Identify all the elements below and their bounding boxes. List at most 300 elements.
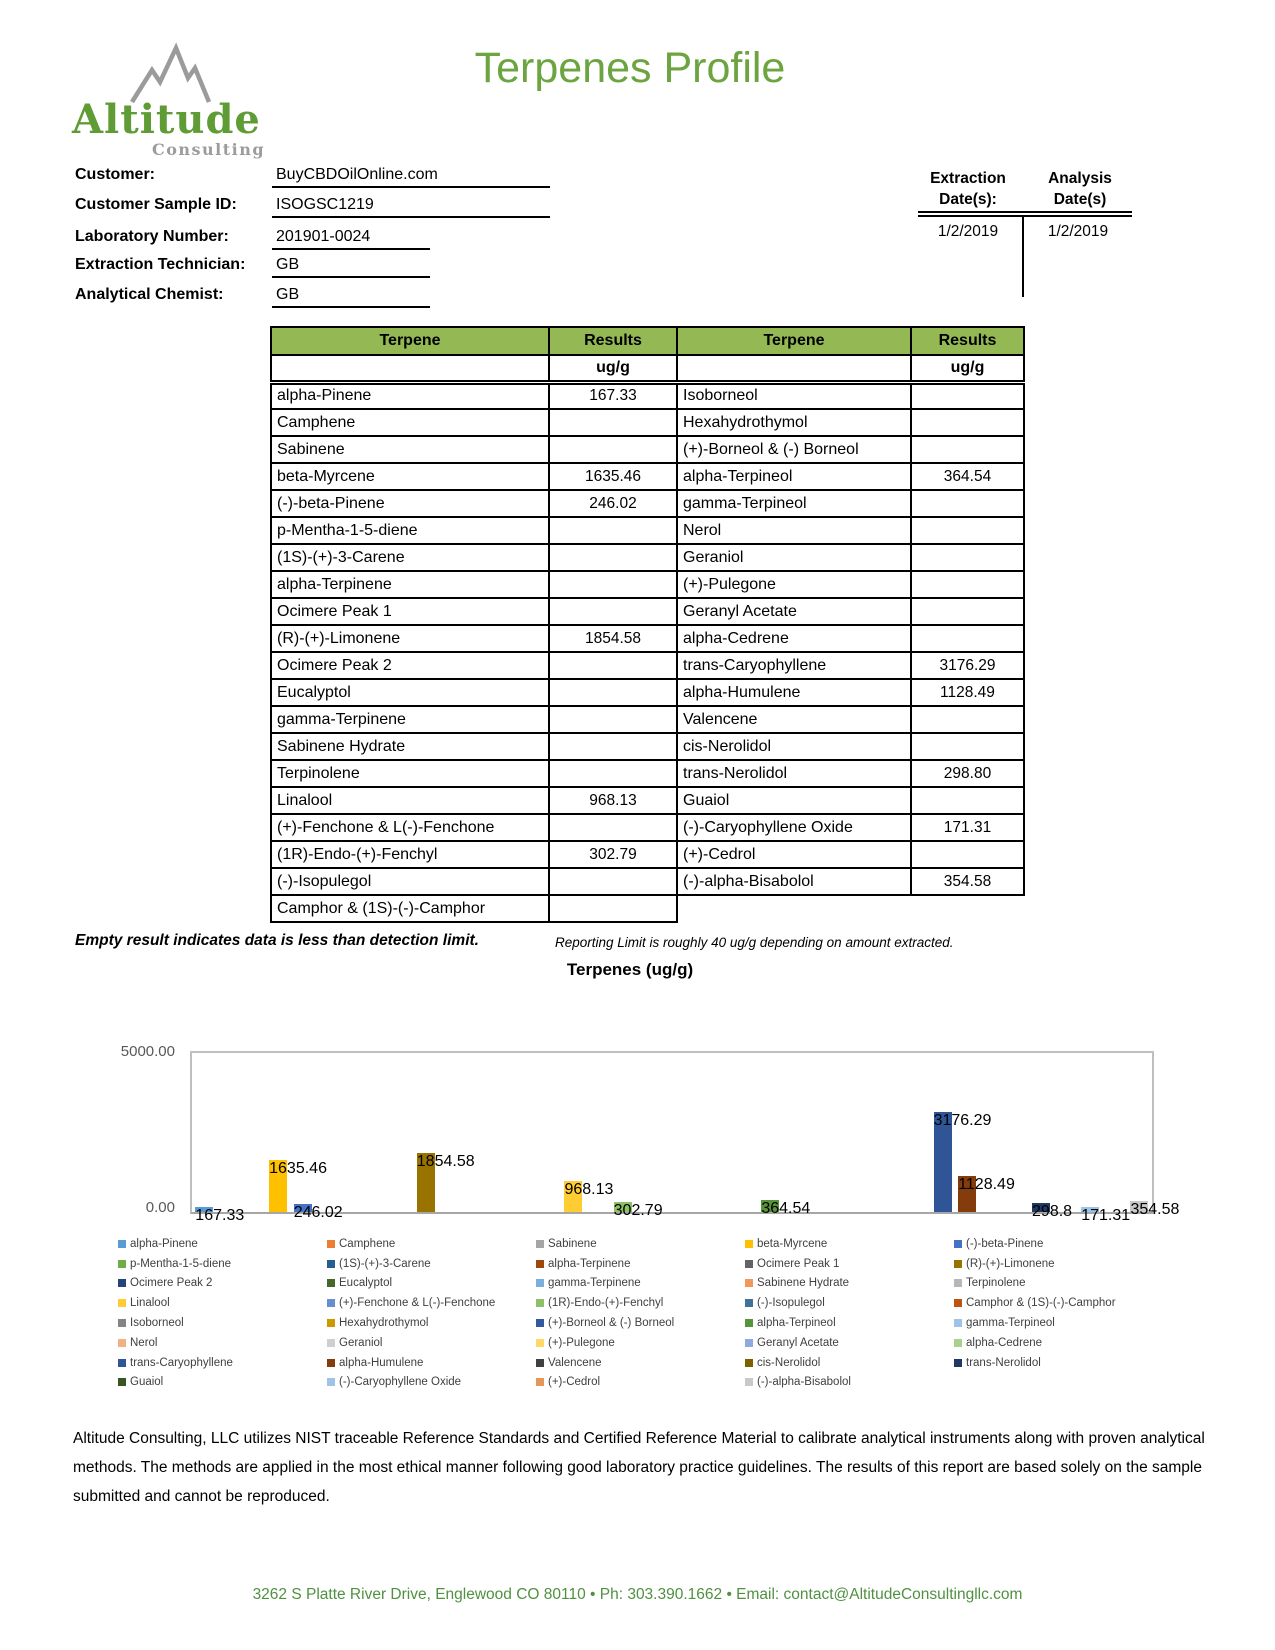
legend-item	[745, 1254, 954, 1274]
bar-slot	[856, 1053, 881, 1212]
result-value-cell	[911, 409, 1024, 436]
bar-slot	[192, 1053, 245, 1224]
bar-slot	[832, 1053, 857, 1212]
legend-item	[118, 1293, 327, 1313]
terpene-name-cell: Camphene	[271, 409, 549, 436]
legend-label: gamma-Terpinene	[548, 1277, 641, 1290]
legend-item	[327, 1254, 536, 1274]
bar-slot	[266, 1053, 327, 1212]
terpene-name-cell: Guaiol	[677, 787, 911, 814]
result-value-cell	[549, 571, 677, 598]
legend-item	[536, 1333, 745, 1353]
legend-swatch-icon	[536, 1240, 544, 1248]
table-row	[271, 598, 1024, 625]
result-value-cell: 3176.29	[911, 652, 1024, 679]
legend-label: Terpinolene	[966, 1277, 1026, 1290]
bar-slot	[733, 1053, 758, 1212]
legend-item	[745, 1313, 954, 1333]
legend-swatch-icon	[536, 1378, 544, 1386]
terpene-name-cell: (-)-beta-Pinene	[271, 490, 549, 517]
result-value-cell	[911, 706, 1024, 733]
legend-label: gamma-Terpineol	[966, 1317, 1055, 1330]
legend-item	[327, 1293, 536, 1313]
legend-swatch-icon	[745, 1299, 753, 1307]
units-blank-1	[271, 355, 549, 382]
legend-label: (-)-beta-Pinene	[966, 1237, 1044, 1250]
table-row	[271, 517, 1024, 544]
legend-item	[118, 1353, 327, 1373]
legend-swatch-icon	[954, 1240, 962, 1248]
legend-item	[954, 1234, 1163, 1254]
bar-slot	[512, 1053, 537, 1212]
terpene-name-cell: Nerol	[677, 517, 911, 544]
terpene-name-cell: Terpinolene	[271, 760, 549, 787]
terpene-name-cell: (+)-Pulegone	[677, 571, 911, 598]
analysis-date-header-line2: Date(s)	[1053, 191, 1107, 208]
result-value-cell	[549, 760, 677, 787]
terpene-name-cell: gamma-Terpineol	[677, 490, 911, 517]
legend-swatch-icon	[536, 1359, 544, 1367]
mountain-logo-icon	[128, 42, 220, 104]
bar-slot	[758, 1053, 811, 1217]
result-value-cell	[549, 517, 677, 544]
legend-swatch-icon	[118, 1378, 126, 1386]
legend-item	[536, 1274, 745, 1294]
legend-swatch-icon	[118, 1299, 126, 1307]
terpene-name-cell: alpha-Cedrene	[677, 625, 911, 652]
terpene-name-cell: cis-Nerolidol	[677, 733, 911, 760]
legend-label: Sabinene Hydrate	[757, 1277, 850, 1290]
result-value-cell	[549, 679, 677, 706]
units-cell-2: ug/g	[911, 355, 1024, 382]
info-row-extraction-tech	[75, 256, 300, 280]
legend-swatch-icon	[327, 1299, 335, 1307]
legend-swatch-icon	[118, 1359, 126, 1367]
extraction-tech-value: GB	[272, 256, 430, 278]
bar: 302.79	[613, 1202, 663, 1219]
customer-label: Customer:	[75, 166, 156, 183]
legend-swatch-icon	[954, 1359, 962, 1367]
bar-slot	[217, 1053, 242, 1212]
legend-item	[327, 1313, 536, 1333]
bar-slot	[1127, 1053, 1180, 1218]
result-value-cell	[911, 625, 1024, 652]
legend-label: (+)-Pulegone	[548, 1336, 615, 1349]
legend-swatch-icon	[536, 1339, 544, 1347]
terpene-name-cell: (+)-Cedrol	[677, 841, 911, 868]
bar-slot	[709, 1053, 734, 1212]
col-header-results-2: Results	[911, 327, 1024, 355]
terpene-name-cell: gamma-Terpinene	[271, 706, 549, 733]
terpene-name-cell: p-Mentha-1-5-diene	[271, 517, 549, 544]
terpene-name-cell: Eucalyptol	[271, 679, 549, 706]
bar-slot	[561, 1053, 614, 1212]
terpene-name-cell: Sabinene Hydrate	[271, 733, 549, 760]
legend-swatch-icon	[745, 1339, 753, 1347]
analysis-date-header	[1025, 168, 1135, 210]
bar-slot	[881, 1053, 906, 1212]
bar: 298.8	[1032, 1203, 1073, 1220]
bar: 1854.58	[417, 1153, 435, 1212]
legend-swatch-icon	[118, 1339, 126, 1347]
extraction-date-header-line1: Extraction	[930, 170, 1006, 187]
terpene-name-cell: Sabinene	[271, 436, 549, 463]
legend-label: alpha-Cedrene	[966, 1336, 1043, 1349]
result-value-cell	[911, 490, 1024, 517]
legend-label: Eucalyptol	[339, 1277, 393, 1290]
legend-item	[536, 1293, 745, 1313]
legend-label: (-)-Isopulegol	[757, 1297, 825, 1310]
legend-swatch-icon	[327, 1260, 335, 1268]
extraction-date-value: 1/2/2019	[937, 223, 999, 240]
result-value-cell	[911, 382, 1024, 409]
table-row	[271, 868, 1024, 895]
extraction-date-header	[913, 168, 1023, 210]
bar-slot	[906, 1053, 931, 1212]
lab-number-label: Laboratory Number:	[75, 228, 229, 245]
bar-slot	[438, 1053, 463, 1212]
legend-item	[118, 1254, 327, 1274]
legend-item	[954, 1293, 1163, 1313]
terpene-name-cell: Linalool	[271, 787, 549, 814]
legend-item	[327, 1353, 536, 1373]
legend-swatch-icon	[745, 1359, 753, 1367]
legend-label: alpha-Terpinene	[548, 1257, 631, 1270]
table-row	[271, 706, 1024, 733]
legend-item	[745, 1293, 954, 1313]
legend-swatch-icon	[118, 1240, 126, 1248]
legend-label: Camphor & (1S)-(-)-Camphor	[966, 1297, 1116, 1310]
dates-double-rule	[918, 211, 1132, 217]
table-row	[271, 787, 1024, 814]
bar: 246.02	[293, 1204, 343, 1221]
col-header-terpene-2: Terpene	[677, 327, 911, 355]
legend-item	[536, 1254, 745, 1274]
lab-number-value: 201901-0024	[272, 228, 430, 250]
legend-item	[745, 1333, 954, 1353]
analysis-date-header-line1: Analysis	[1048, 170, 1112, 187]
bar-slot	[635, 1053, 660, 1212]
legend-item	[327, 1274, 536, 1294]
legend-label: Nerol	[130, 1336, 158, 1349]
legend-item	[954, 1313, 1163, 1333]
bar-slot	[537, 1053, 562, 1212]
bar-slot	[315, 1053, 340, 1212]
terpene-name-cell: Valencene	[677, 706, 911, 733]
terpene-name-cell: (-)-Isopulegol	[271, 868, 549, 895]
legend-swatch-icon	[118, 1260, 126, 1268]
terpene-name-cell: Hexahydrothymol	[677, 409, 911, 436]
legend-label: alpha-Humulene	[339, 1356, 424, 1369]
bar: 167.33	[195, 1207, 245, 1224]
legend-item	[327, 1234, 536, 1254]
table-row	[271, 436, 1024, 463]
result-value-cell: 354.58	[911, 868, 1024, 895]
bar-slot	[340, 1053, 365, 1212]
analytical-chemist-value: GB	[272, 286, 430, 308]
legend-swatch-icon	[954, 1299, 962, 1307]
result-value-cell	[549, 814, 677, 841]
table-row	[271, 382, 1024, 409]
table-row	[271, 463, 1024, 490]
bar-slot	[1103, 1053, 1128, 1212]
result-value-cell	[549, 895, 677, 922]
terpene-name-cell: trans-Nerolidol	[677, 760, 911, 787]
table-row	[271, 544, 1024, 571]
result-value-cell	[911, 517, 1024, 544]
legend-item	[118, 1333, 327, 1353]
result-value-cell	[549, 598, 677, 625]
legend-label: Ocimere Peak 1	[757, 1257, 840, 1270]
result-value-cell	[911, 787, 1024, 814]
legend-item	[954, 1333, 1163, 1353]
legend-item	[745, 1274, 954, 1294]
bar-slot	[413, 1053, 475, 1212]
result-value-cell	[549, 733, 677, 760]
legend-item	[745, 1373, 954, 1393]
table-row	[271, 679, 1024, 706]
table-row	[271, 409, 1024, 436]
legend-item	[118, 1274, 327, 1294]
legend-swatch-icon	[745, 1240, 753, 1248]
legend-label: (1R)-Endo-(+)-Fenchyl	[548, 1297, 664, 1310]
legend-item	[118, 1373, 327, 1393]
legend-label: beta-Myrcene	[757, 1237, 828, 1250]
bar-chart-plot-area	[190, 1051, 1180, 1224]
terpene-name-cell: Camphor & (1S)-(-)-Camphor	[271, 895, 549, 922]
legend-label: (R)-(+)-Limonene	[966, 1257, 1055, 1270]
result-value-cell: 1635.46	[549, 463, 677, 490]
legend-label: (1S)-(+)-3-Carene	[339, 1257, 431, 1270]
legend-label: alpha-Terpineol	[757, 1317, 836, 1330]
bar-slot	[1053, 1053, 1078, 1212]
terpene-name-cell: trans-Caryophyllene	[677, 652, 911, 679]
bar: 1635.46	[269, 1160, 287, 1212]
legend-swatch-icon	[327, 1378, 335, 1386]
bar: 1128.49	[958, 1176, 976, 1212]
terpene-name-cell: (+)-Fenchone & L(-)-Fenchone	[271, 814, 549, 841]
chart-title: Terpenes (ug/g)	[566, 960, 694, 979]
result-value-cell	[911, 598, 1024, 625]
bar-slot	[241, 1053, 266, 1212]
legend-swatch-icon	[536, 1260, 544, 1268]
legend-label: trans-Caryophyllene	[130, 1356, 233, 1369]
bar-slot	[389, 1053, 414, 1212]
legend-swatch-icon	[327, 1240, 335, 1248]
legend-item	[954, 1353, 1163, 1373]
analytical-chemist-label: Analytical Chemist:	[75, 286, 224, 303]
result-value-cell: 1854.58	[549, 625, 677, 652]
units-cell-1: ug/g	[549, 355, 677, 382]
legend-label: Geranyl Acetate	[757, 1336, 839, 1349]
legend-swatch-icon	[536, 1299, 544, 1307]
terpene-results-table	[270, 326, 1025, 923]
legend-label: trans-Nerolidol	[966, 1356, 1041, 1369]
bar-slot	[1004, 1053, 1029, 1212]
legend-label: Valencene	[548, 1356, 602, 1369]
terpene-name-cell: Ocimere Peak 1	[271, 598, 549, 625]
legend-swatch-icon	[954, 1279, 962, 1287]
legend-swatch-icon	[118, 1279, 126, 1287]
terpene-name-cell: (+)-Borneol & (-) Borneol	[677, 436, 911, 463]
empty-region	[677, 895, 911, 922]
dates-divider-line	[1022, 217, 1024, 297]
info-row-lab-number	[75, 228, 371, 252]
terpene-name-cell: alpha-Terpineol	[677, 463, 911, 490]
result-value-cell: 167.33	[549, 382, 677, 409]
terpene-name-cell: alpha-Pinene	[271, 382, 549, 409]
legend-item	[745, 1353, 954, 1373]
bar: 364.54	[761, 1200, 811, 1217]
disclaimer-paragraph: Altitude Consulting, LLC utilizes NIST traceable Reference Standards and Certified Reference Material to calibrate analytical instruments along with proven analytical methods. The methods are applied in the most ethical manner following good laboratory practice guidelines. The results of this report are based solely on the sample submitted and cannot be reproduced.	[73, 1430, 1205, 1505]
bar: 354.58	[1130, 1201, 1180, 1218]
table-units-row	[271, 355, 1024, 382]
result-value-cell: 171.31	[911, 814, 1024, 841]
table-row	[271, 490, 1024, 517]
col-header-results-1: Results	[549, 327, 677, 355]
legend-swatch-icon	[745, 1260, 753, 1268]
bar: 968.13	[564, 1181, 582, 1212]
result-value-cell	[549, 436, 677, 463]
legend-label: alpha-Pinene	[130, 1237, 198, 1250]
logo-wordmark: Altitude	[72, 96, 261, 143]
legend-swatch-icon	[536, 1279, 544, 1287]
result-value-cell: 968.13	[549, 787, 677, 814]
terpene-name-cell: (-)-alpha-Bisabolol	[677, 868, 911, 895]
bar-slot	[684, 1053, 709, 1212]
terpene-name-cell: (1R)-Endo-(+)-Fenchyl	[271, 841, 549, 868]
terpene-name-cell: beta-Myrcene	[271, 463, 549, 490]
table-row	[271, 841, 1024, 868]
legend-swatch-icon	[118, 1319, 126, 1327]
chart-legend	[118, 1234, 1163, 1392]
legend-item	[327, 1373, 536, 1393]
table-row	[271, 571, 1024, 598]
y-axis-tick-min: 0.00	[145, 1199, 175, 1216]
table-row	[271, 733, 1024, 760]
legend-label: Hexahydrothymol	[339, 1317, 429, 1330]
legend-item	[118, 1234, 327, 1254]
legend-label: cis-Nerolidol	[757, 1356, 821, 1369]
reporting-limit-note: Reporting Limit is roughly 40 ug/g depending on amount extracted.	[555, 935, 954, 950]
y-axis-tick-max: 5000.00	[120, 1043, 175, 1060]
legend-item	[118, 1313, 327, 1333]
result-value-cell	[911, 733, 1024, 760]
legend-label: Linalool	[130, 1297, 170, 1310]
table-row	[271, 652, 1024, 679]
terpene-name-cell: alpha-Humulene	[677, 679, 911, 706]
table-row	[271, 814, 1024, 841]
bar-slot	[487, 1053, 512, 1212]
result-value-cell	[549, 544, 677, 571]
bar-slot	[1029, 1053, 1073, 1220]
legend-label: p-Mentha-1-5-diene	[130, 1257, 232, 1270]
result-value-cell: 364.54	[911, 463, 1024, 490]
legend-label: Isoborneol	[130, 1317, 184, 1330]
info-row-sample-id	[75, 196, 374, 220]
legend-item	[327, 1333, 536, 1353]
sample-id-label: Customer Sample ID:	[75, 196, 237, 213]
terpene-name-cell: alpha-Terpinene	[271, 571, 549, 598]
bar-slot	[807, 1053, 832, 1212]
sample-id-value: ISOGSC1219	[272, 196, 550, 218]
legend-swatch-icon	[327, 1339, 335, 1347]
legend-item	[954, 1254, 1163, 1274]
result-value-cell	[549, 409, 677, 436]
terpene-name-cell: (1S)-(+)-3-Carene	[271, 544, 549, 571]
bar: 3176.29	[934, 1112, 952, 1212]
terpene-name-cell: (-)-Caryophyllene Oxide	[677, 814, 911, 841]
table-row	[271, 625, 1024, 652]
footer-address: 3262 S Platte River Drive, Englewood CO 80110 • Ph: 303.390.1662 • Email: contact@AltitudeConsultingllc.com	[252, 1586, 1023, 1603]
result-value-cell: 298.80	[911, 760, 1024, 787]
legend-label: (+)-Cedrol	[548, 1376, 601, 1389]
legend-label: (-)-alpha-Bisabolol	[757, 1376, 851, 1389]
legend-label: (+)-Fenchone & L(-)-Fenchone	[339, 1297, 496, 1310]
col-header-terpene-1: Terpene	[271, 327, 549, 355]
legend-label: (+)-Borneol & (-) Borneol	[548, 1317, 675, 1330]
result-value-cell	[549, 706, 677, 733]
legend-label: Ocimere Peak 2	[130, 1277, 213, 1290]
bar-slot	[586, 1053, 611, 1212]
bar-slot	[364, 1053, 389, 1212]
legend-swatch-icon	[954, 1339, 962, 1347]
terpene-name-cell: Isoborneol	[677, 382, 911, 409]
legend-item	[745, 1234, 954, 1254]
bar-slot	[660, 1053, 685, 1212]
info-row-customer	[75, 166, 438, 190]
extraction-date-header-line2: Date(s):	[939, 191, 997, 208]
result-value-cell	[549, 868, 677, 895]
legend-label: (-)-Caryophyllene Oxide	[339, 1376, 462, 1389]
result-value-cell	[549, 652, 677, 679]
result-value-cell	[911, 436, 1024, 463]
legend-label: Guaiol	[130, 1376, 164, 1389]
result-value-cell: 246.02	[549, 490, 677, 517]
bar-slot	[980, 1053, 1005, 1212]
legend-label: Geraniol	[339, 1336, 383, 1349]
legend-label: Sabinene	[548, 1237, 597, 1250]
empty-result-note: Empty result indicates data is less than detection limit.	[75, 932, 479, 949]
bar-slot	[463, 1053, 488, 1212]
page-title: Terpenes Profile	[474, 44, 786, 92]
table-header-row	[271, 327, 1024, 355]
info-row-analytical-chemist	[75, 286, 300, 310]
table-row	[271, 895, 1024, 922]
result-value-cell	[911, 841, 1024, 868]
terpene-name-cell: Geranyl Acetate	[677, 598, 911, 625]
result-value-cell: 302.79	[549, 841, 677, 868]
legend-swatch-icon	[745, 1378, 753, 1386]
terpene-name-cell: Geraniol	[677, 544, 911, 571]
units-blank-2	[677, 355, 911, 382]
legend-item	[536, 1353, 745, 1373]
legend-swatch-icon	[536, 1319, 544, 1327]
legend-swatch-icon	[327, 1359, 335, 1367]
legend-label: Camphene	[339, 1237, 396, 1250]
legend-swatch-icon	[954, 1260, 962, 1268]
empty-region	[911, 895, 1024, 922]
legend-item	[536, 1373, 745, 1393]
bar-slot	[1078, 1053, 1131, 1224]
logo-subtitle: Consulting	[152, 140, 266, 159]
legend-swatch-icon	[745, 1279, 753, 1287]
bar-slot	[783, 1053, 808, 1212]
legend-item	[536, 1313, 745, 1333]
terpene-name-cell: Ocimere Peak 2	[271, 652, 549, 679]
result-value-cell	[911, 571, 1024, 598]
legend-swatch-icon	[954, 1319, 962, 1327]
